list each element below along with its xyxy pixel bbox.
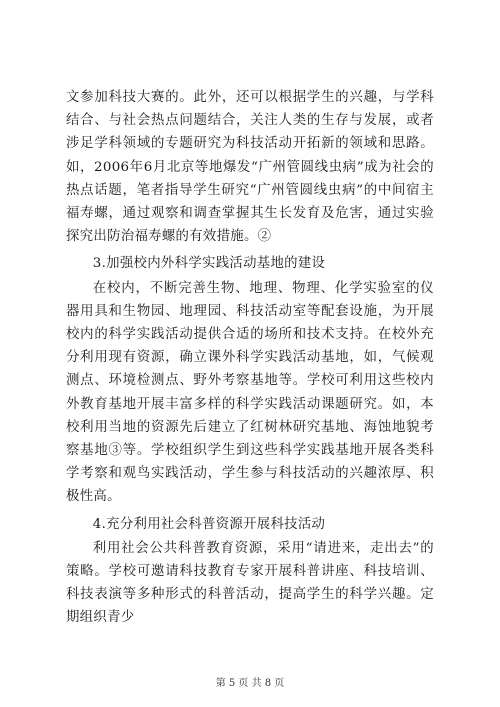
paragraph-science-resources: 利用社会公共科普教育资源，采用“请进来，走出去”的策略。学校可邀请科技教育专家开展科普讲座、科技培训、科技表演等多种形式的科普活动，提高学生的科学兴趣。定期组织青少 — [66, 540, 434, 626]
section-heading-3: 3.加强校内外科学实践活动基地的建设 — [92, 256, 326, 272]
paragraph-practice-bases: 在校内，不断完善生物、地理、物理、化学实验室的仪器用具和生物园、地理园、科技活动室等配套设施，为开展校内的科学实践活动提供合适的场所和技术支持。在校外充分利用现有资源，确立课外科学实践活动基地，如，气候观测点、环境检测点、野外考察基地等。学校可利用这些校内外教育基地开展丰富多样的科学实践活动课题研究。如，本校利用当地的资源先后建立了红树林研究基地、海蚀地貌考察基地③等。学校组织学生到这些科学实践基地开展各类科学考察和观鸟实践活动，学生参与科技活动的兴趣浓厚、积极性高。 — [66, 280, 434, 505]
document-body — [66, 86, 434, 630]
paragraph-continuation: 文参加科技大赛的。此外，还可以根据学生的兴趣，与学科结合、与社会热点问题结合，关注人类的生存与发展，或者涉足学科领域的专题研究为科技活动开拓新的领域和思路。如，2006年6月北京等地爆发“广州管圆线虫病”成为社会的热点话题，笔者指导学生研究“广州管圆线虫病”的中间宿主福寿螺，通过观察和调查掌握其生长发育及危害，通过实验探究出防治福寿螺的有效措施。② — [66, 90, 434, 245]
page-footer: 第 5 页 共 8 页 — [215, 678, 285, 689]
section-heading-4: 4.充分利用社会科普资源开展科技活动 — [92, 516, 326, 532]
